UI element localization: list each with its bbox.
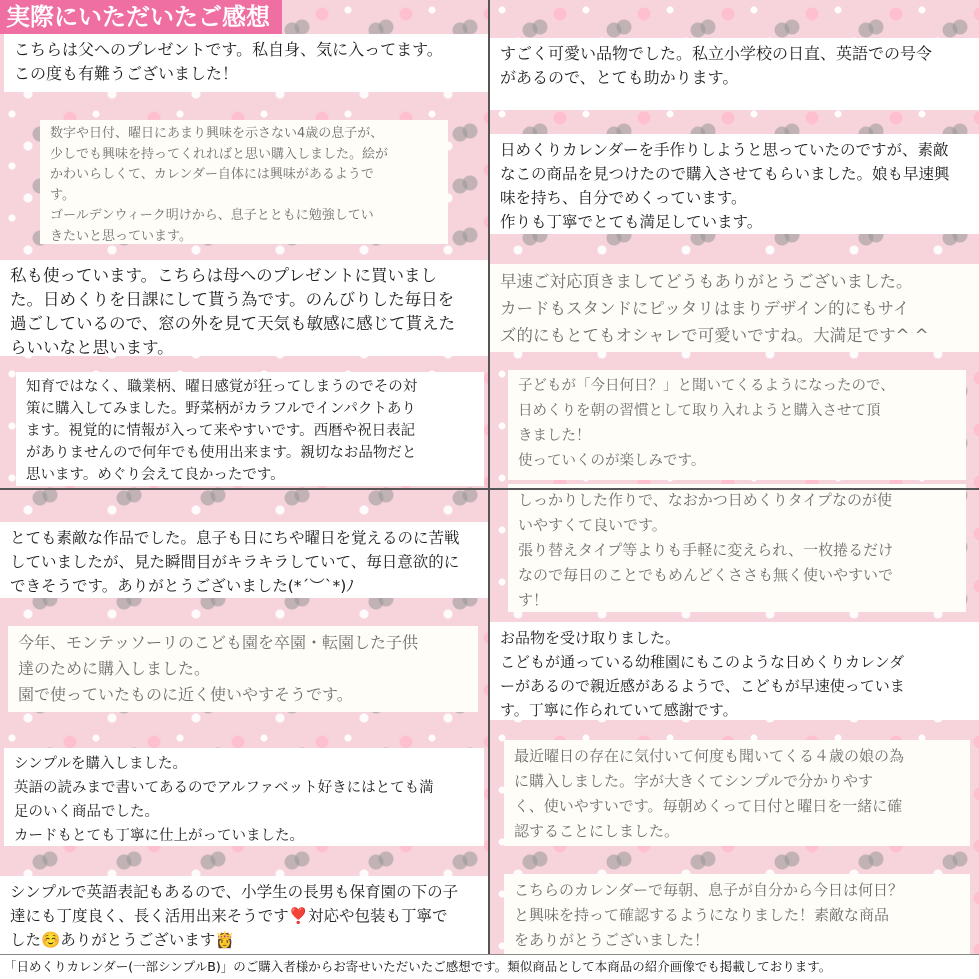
review-card: [504, 740, 970, 846]
review-card: [0, 522, 488, 598]
review-text: 知育ではなく、職業柄、曜日感覚が狂ってしまうのでその対 策に購入してみました。野菜柄がカラフルでインパクトあり ます。視覚的に情報が入って来やすいです。西暦や祝日表記 がありませんので何年でも使用出来ます。親切なお品物だと 思います。めぐり会えて良かったです。: [26, 379, 418, 483]
review-text: 最近曜日の存在に気付いて何度も聞いてくる４歳の娘の為 に購入しました。字が大きくてシンプルで分かりやす く、使いやすいです。毎朝めくって日付と曜日を一緒に確 認することにしました。: [514, 747, 905, 840]
review-card: [504, 874, 970, 954]
right-column: [490, 0, 979, 955]
review-text: シンプルを購入しました。 英語の読みまで書いてあるのでアルファベット好きにはとても満 足のいく商品でした。 カードもとても丁寧に仕上がっていました。: [14, 756, 434, 844]
review-card: [4, 748, 484, 846]
review-card: [490, 264, 979, 352]
review-text: 早速ご対応頂きましてどうもありがとうございました。 カードもスタンドにピッタリはまりデザイン的にもサイ ズ的にもとてもオシャレで可愛いですね。大満足です^ ^: [500, 272, 929, 345]
review-card: [0, 260, 488, 356]
review-text: 数字や日付、曜日にあまり興味を示さない4歳の息子が、 少しでも興味を持ってくれればと思い購入しました。絵が かわいらしくて、カレンダー自体には興味があるようで す。 ゴールデンウィーク明けから、息子とともに勉強してい きたいと思っています。: [50, 126, 389, 244]
review-card: [40, 120, 448, 244]
review-text: 日めくりカレンダーを手作りしようと思っていたのですが、素敵 なこの商品を見つけたので購入させてもらいました。娘も早速興 味を持ち、自分でめくっています。 作りも丁寧でとても満足しています。: [500, 141, 950, 231]
review-text: 私も使っています。こちらは母へのプレゼントに買いまし た。日めくりを日課にして貰う為です。のんびりした毎日を 過ごしているので、窓の外を見て天気も敏感に感じて貰えた らいいなと思います。: [10, 266, 456, 357]
page-title: 実際にいただいたご感想: [0, 0, 282, 34]
review-card: [490, 622, 979, 720]
review-text: こちらは父へのプレゼントです。私自身、気に入ってます。 この度も有難うございました！: [14, 40, 443, 83]
horizontal-divider: [0, 488, 979, 490]
left-column: [0, 0, 488, 955]
review-text: すごく可愛い品物でした。私立小学校の日直、英語での号令 があるので、とても助かります。: [500, 44, 933, 87]
review-card: [490, 38, 979, 110]
review-text: しっかりした作りで、なおかつ日めくりタイプなのが使 いやすくて良いです。 張り替えタイプ等よりも手軽に変えられ、一枚捲るだけ なので毎日のことでもめんどくささも無く使いやすいで す！: [518, 491, 894, 609]
vertical-divider: [488, 0, 490, 955]
review-text: 今年、モンテッソーリのこども園を卒園・転園した子供 達のために購入しました。 園で使っていたものに近く使いやすそうです。: [18, 633, 419, 704]
footer-note: 「日めくりカレンダー(一部シンプルB)」のご購入者様からお寄せいただいたご感想です。類似商品として本商品の紹介画像でも掲載しております。: [0, 954, 979, 979]
review-card: [508, 370, 966, 480]
review-card: [508, 484, 966, 612]
review-card: [490, 134, 979, 234]
review-card: [4, 34, 488, 92]
review-text: お品物を受け取りました。 こどもが通っている幼稚園にもこのような日めくりカレンダ ーがあるので親近感があるようで、こどもが早速使っていま す。丁寧に作られていて感謝です。: [500, 629, 905, 719]
review-text: とても素敵な作品でした。息子も日にちや曜日を覚えるのに苦戦 していましたが、見た瞬間目がキラキラしていて、毎日意欲的に できそうです。ありがとうございました(*´︶`*)ﾉ: [10, 529, 460, 595]
review-text: こちらのカレンダーで毎朝、息子が自分から今日は何日？ と興味を持って確認するようになりました！素敵な商品 をありがとうございました！: [514, 881, 904, 949]
review-card: [8, 626, 478, 712]
review-card: [0, 876, 488, 955]
review-card: [16, 372, 484, 486]
review-text: シンプルで英語表記もあるので、小学生の長男も保育園の下の子 達にも丁度良く、長く活用出来そうです❣️対応や包装も丁寧で した☺️ありがとうございます👸: [10, 883, 459, 949]
review-text: 子どもが「今日何日？」と聞いてくるようになったので、 日めくりを朝の習慣として取り入れようと購入させて頂 きました！ 使っていくのが楽しみです。: [518, 378, 895, 469]
